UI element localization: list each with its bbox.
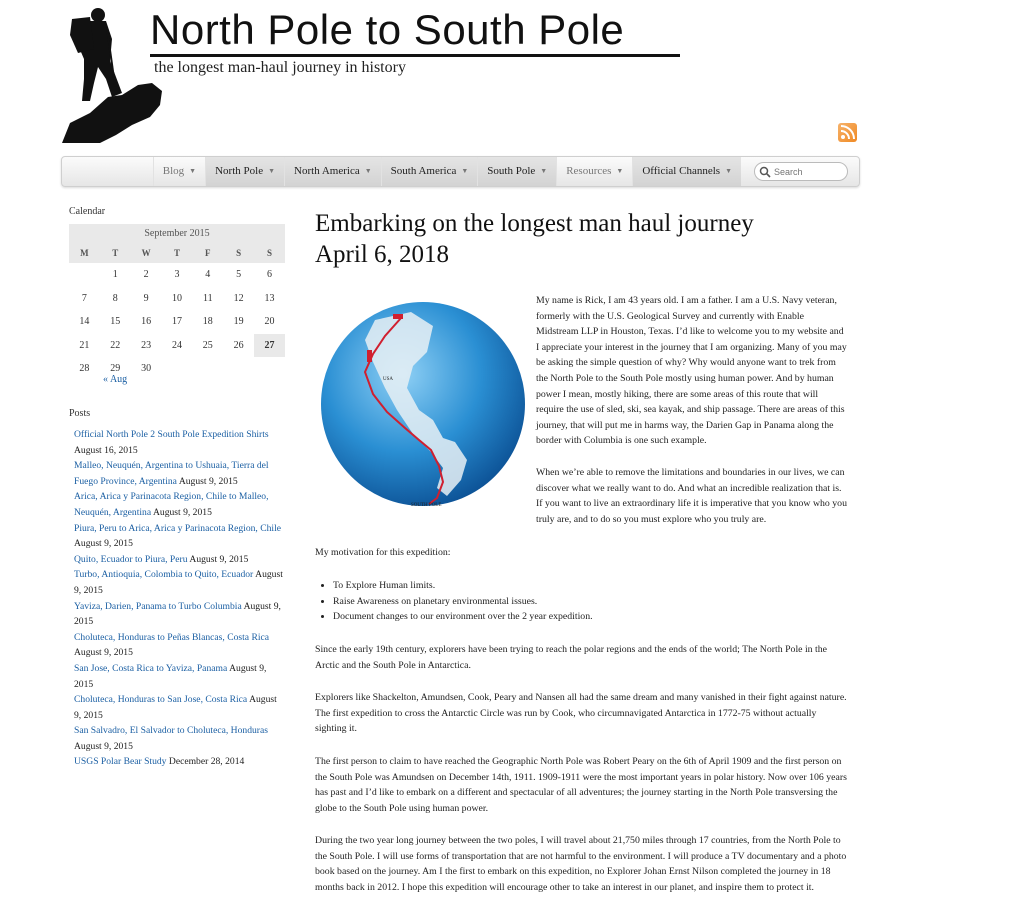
chevron-down-icon: ▼ — [364, 167, 372, 175]
calendar-day: 22 — [110, 339, 121, 351]
recent-post-date: August 9, 2015 — [74, 600, 281, 628]
calendar-day: 12 — [233, 292, 244, 304]
recent-post-date: August 9, 2015 — [74, 538, 133, 550]
svg-text:SOUTH POLE: SOUTH POLE — [411, 503, 442, 508]
calendar-day: 13 — [264, 292, 275, 304]
main-navigation — [61, 156, 860, 187]
calendar-week — [69, 287, 285, 311]
calendar-day: 21 — [79, 339, 90, 351]
calendar-weekday: W — [131, 243, 162, 263]
calendar-day: 9 — [143, 292, 149, 304]
svg-text:USA: USA — [383, 377, 394, 382]
calendar-weekday: T — [162, 243, 193, 263]
calendar-day: 11 — [202, 292, 213, 304]
calendar-week — [69, 263, 285, 287]
chevron-down-icon: ▼ — [616, 167, 624, 175]
post-title-line2: April 6, 2018 — [315, 241, 450, 268]
calendar-day: 16 — [141, 316, 152, 328]
post-paragraph-6: During the two year long journey between the two poles, I will travel about 21,750 miles through 17 countries, from the North Pole to the South Pole. I will use forms of transportation that are not harmful to the environment. I will produce a TV documentary and a photo book based on the journey. Am I the first to embark on this expedition, no Explorer Johan Ernst Nilson completed the journey in 18 months back in 2012. I hope this expedition will encourage other to take an interest in our planet, and inspire them to protect it. — [315, 835, 847, 893]
recent-post-item — [74, 723, 284, 754]
recent-post-link[interactable]: USGS Polar Bear Study — [74, 756, 167, 768]
calendar-day: 5 — [236, 269, 242, 281]
recent-post-date: December 28, 2014 — [168, 756, 245, 768]
calendar-caption: September 2015 — [69, 224, 285, 243]
motivation-heading: My motivation for this expedition: — [315, 547, 451, 558]
recent-post-item — [74, 521, 284, 552]
rss-feed-icon[interactable] — [838, 123, 857, 142]
nav-item-label: South America — [390, 165, 457, 177]
calendar-weekday: T — [100, 243, 131, 263]
recent-post-item — [74, 458, 284, 489]
calendar-day: 27 — [254, 334, 285, 358]
recent-post-item — [74, 489, 284, 520]
calendar-week — [69, 334, 285, 358]
calendar-days — [69, 263, 285, 381]
posts-widget-title: Posts — [69, 408, 91, 419]
recent-post-date: August 9, 2015 — [74, 694, 277, 721]
recent-post-link[interactable]: Malleo, Neuquén, Argentina to Ushuaia, Tierra del Fuego Province, Argentina — [74, 460, 269, 487]
calendar-day: 24 — [171, 339, 182, 351]
calendar-day: 26 — [233, 339, 244, 351]
post-title-line1: Embarking on the longest man haul journey — [315, 210, 754, 237]
calendar-widget — [69, 224, 285, 381]
calendar-empty-cell — [162, 357, 193, 381]
calendar-day: 29 — [110, 363, 121, 375]
nav-item-north-pole[interactable] — [205, 157, 284, 186]
calendar-empty-cell — [69, 263, 100, 287]
nav-item-south-america[interactable] — [381, 157, 478, 186]
recent-posts-list — [74, 427, 284, 770]
goal-item: • To Explore Human limits. — [333, 578, 833, 594]
nav-item-label: Blog — [162, 165, 185, 177]
calendar-day: 6 — [267, 269, 273, 281]
calendar-day: 1 — [112, 269, 118, 281]
nav-item-label: Resources — [566, 165, 612, 177]
nav-item-label: North Pole — [215, 165, 264, 177]
recent-post-date: August 9, 2015 — [74, 569, 283, 596]
calendar-day: 3 — [174, 269, 180, 281]
recent-post-link[interactable]: San Salvadro, El Salvador to Choluteca, Honduras — [74, 725, 268, 737]
post-title — [315, 208, 845, 270]
calendar-week — [69, 357, 285, 381]
recent-post-item — [74, 630, 284, 661]
nav-item-label: North America — [294, 165, 360, 177]
recent-post-item — [74, 599, 284, 630]
calendar-empty-cell — [192, 357, 223, 381]
nav-menu — [153, 157, 741, 186]
calendar-prev-month-link[interactable]: « Aug — [103, 374, 128, 385]
expedition-goals-list — [333, 578, 833, 625]
recent-post-link[interactable]: Quito, Ecuador to Piura, Peru — [74, 553, 188, 565]
recent-post-link[interactable]: San Jose, Costa Rica to Yaviza, Panama — [74, 662, 228, 674]
site-title[interactable]: North Pole to South Pole — [150, 6, 625, 53]
goal-item: • Document changes to our environment over the 2 year expedition. — [333, 609, 833, 625]
recent-post-link[interactable]: Arica, Arica y Parinacota Region, Chile to Malleo, Neuquén, Argentina — [74, 491, 269, 518]
calendar-weekday: S — [254, 243, 285, 263]
goal-item: • Raise Awareness on planetary environmental issues. — [333, 594, 833, 610]
post-paragraph-2: When we’re able to remove the limitations and boundaries in our lives, we can discover what we really want to do. And what an incredible realization that is. If you want to live an extraordinary life it is imperative that you know who you truly are, and to do so you must explore who you truly are. — [536, 467, 847, 525]
calendar-day: 14 — [79, 316, 90, 328]
calendar-day: 18 — [202, 316, 213, 328]
recent-post-item — [74, 661, 284, 692]
recent-post-link[interactable]: Official North Pole 2 South Pole Expedition Shirts — [74, 429, 269, 440]
search-icon[interactable] — [759, 166, 771, 178]
post-paragraph-4: Explorers like Shackelton, Amundsen, Cook, Peary and Nansen all had the same dream and many vanished in their fight against nature. The first expedition to cross the Antarctic Circle was run by Cook, who circumnavigated Antarctica in 1772-75 without actually sighting it. — [315, 692, 847, 735]
calendar-weekdays — [69, 243, 285, 263]
globe-route-map-image[interactable] — [315, 292, 525, 514]
chevron-down-icon: ▼ — [540, 167, 548, 175]
calendar-day: 8 — [112, 292, 118, 304]
recent-post-date: August 9, 2015 — [178, 475, 238, 487]
recent-post-date: August 9, 2015 — [74, 662, 267, 690]
recent-post-item — [74, 692, 284, 723]
calendar-day: 19 — [233, 316, 244, 328]
recent-post-link[interactable]: Piura, Peru to Arica, Arica y Parinacota Region, Chile — [74, 522, 282, 534]
calendar-day: 23 — [141, 339, 152, 351]
calendar-day: 10 — [171, 292, 182, 304]
recent-post-date: August 9, 2015 — [152, 506, 212, 518]
calendar-day: 4 — [205, 269, 211, 281]
chevron-down-icon: ▼ — [189, 167, 197, 175]
nav-item-north-america[interactable] — [284, 157, 381, 186]
nav-item-blog[interactable] — [153, 157, 205, 186]
recent-post-link[interactable]: Choluteca, Honduras to San Jose, Costa Rica — [74, 694, 248, 706]
nav-item-official-channels[interactable] — [632, 157, 741, 186]
calendar-weekday: F — [192, 243, 223, 263]
nav-item-resources[interactable] — [556, 157, 632, 186]
recent-post-link[interactable]: Turbo, Antioquia, Colombia to Quito, Ecuador — [74, 569, 254, 581]
post-paragraph-5: The first person to claim to have reached the Geographic North Pole was Robert Peary on the 6th of April 1909 and the first person on the South Pole was Amundsen on December 14th, 1911. 1909-1911 were the most important years in polar history. Now over 106 years has past and I’d like to embark on a different and spectacular of all adventures; the journey starting in the North Pole transversing the globe to the South Pole using human power. — [315, 756, 847, 814]
calendar-day: 17 — [171, 316, 182, 328]
calendar-day: 20 — [264, 316, 275, 328]
calendar-widget-title: Calendar — [69, 206, 106, 217]
calendar-empty-cell — [223, 357, 254, 381]
recent-post-item — [74, 567, 284, 598]
calendar-day: 28 — [79, 363, 90, 375]
nav-item-south-pole[interactable] — [477, 157, 556, 186]
recent-post-item — [74, 754, 284, 770]
calendar-day: 2 — [143, 269, 149, 281]
chevron-down-icon: ▼ — [725, 167, 732, 175]
recent-post-link[interactable]: Choluteca, Honduras to Peñas Blancas, Costa Rica — [74, 631, 270, 643]
calendar-day: 7 — [81, 292, 87, 304]
recent-post-link[interactable]: Yaviza, Darien, Panama to Turbo Columbia — [74, 600, 242, 612]
title-rule — [150, 54, 680, 57]
site-tagline: the longest man-haul journey in history — [154, 59, 406, 76]
calendar-week — [69, 310, 285, 334]
post-intro-paragraph: My name is Rick, I am 43 years old. I am a father. I am a U.S. Navy veteran, formerly with the U.S. Geological Survey and currently with Enable Midstream LLP in Houston, Texas. I’d like to welcome you to my website and I appreciate your interest in the journey that I am organizing. Many of you may be asking the simple question of why? Why would anyone want to trek from the North Pole to the South Pole mostly using human power. And by human power I mean, mostly hiking, there are some areas of this route that will require the use of sled, ski, sea kayak, and ship passage. There are areas of this journey, that will put me in harms way, the Darien Gap in Panama along the border with Columbia is one such example. — [536, 295, 847, 447]
chevron-down-icon: ▼ — [461, 167, 469, 175]
calendar-day: 15 — [110, 316, 121, 328]
calendar-day: 25 — [202, 339, 213, 351]
recent-post-item — [74, 552, 284, 568]
calendar-weekday: S — [223, 243, 254, 263]
recent-post-date: August 16, 2015 — [74, 444, 138, 456]
recent-post-item — [74, 427, 284, 458]
post-paragraph-3: Since the early 19th century, explorers have been trying to reach the polar regions and the ends of the world; The North Pole in the Arctic and the South Pole in Antarctica. — [315, 644, 828, 671]
recent-post-date: August 9, 2015 — [74, 647, 133, 659]
calendar-day: 30 — [141, 363, 152, 375]
calendar-weekday: M — [69, 243, 100, 263]
chevron-down-icon: ▼ — [268, 167, 276, 175]
nav-item-label: Official Channels — [642, 165, 721, 177]
recent-post-date: August 9, 2015 — [189, 553, 249, 565]
nav-item-label: South Pole — [487, 165, 536, 177]
calendar-empty-cell — [254, 357, 285, 381]
recent-post-date: August 9, 2015 — [74, 740, 133, 752]
search-input[interactable] — [774, 167, 842, 177]
search-box — [754, 162, 848, 181]
